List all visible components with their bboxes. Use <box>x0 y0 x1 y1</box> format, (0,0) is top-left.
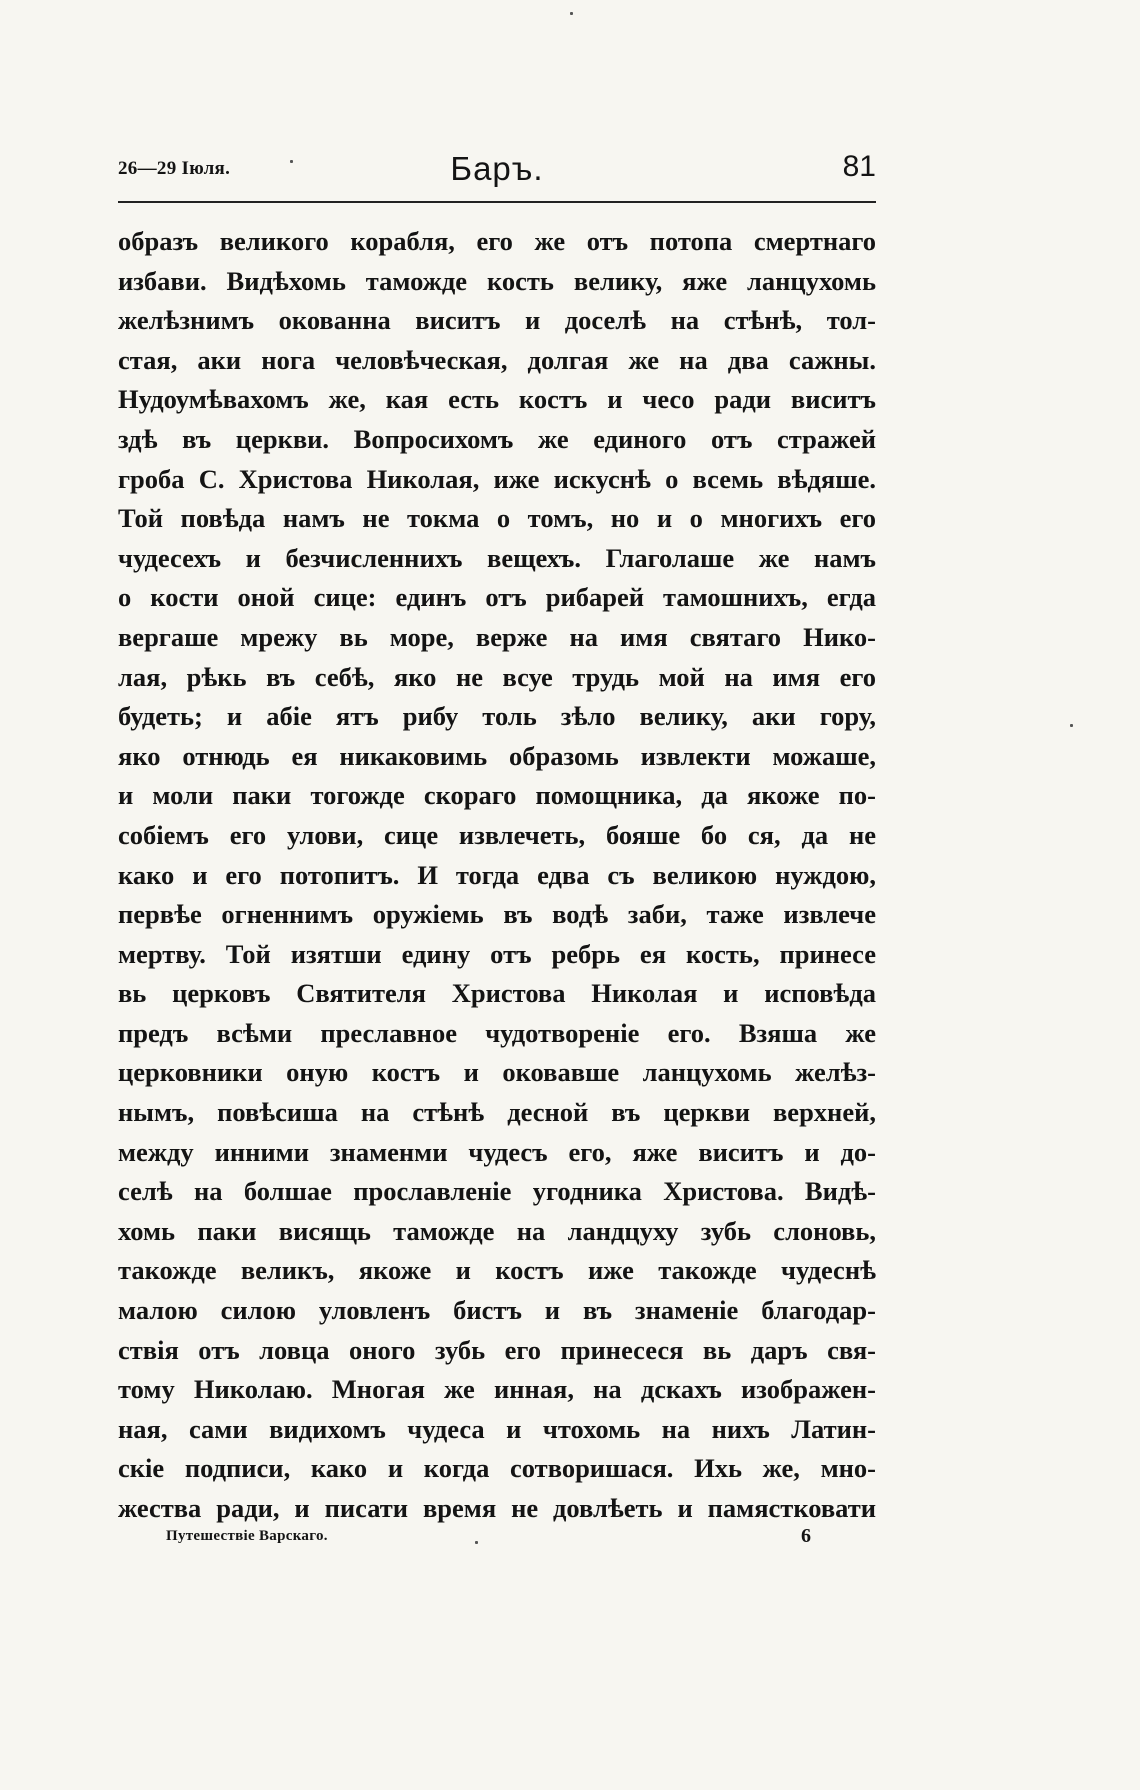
text-line-5: Нудоумѣвахомъ же, кая есть костъ и чесо ради виситъ <box>118 384 876 415</box>
text-line-6: здѣ въ церкви. Вопросихомъ же единого отъ стражей <box>118 423 876 454</box>
paper-speck <box>290 160 293 163</box>
text-line-8: Той повѣда намъ не токма о томъ, но и о многихъ его <box>118 503 876 534</box>
text-line-19: мертву. Той изятши едину отъ ребрь ея кость, принесе <box>118 938 876 969</box>
text-line-33: жества ради, и писати время не довлѣеть и памястковати <box>118 1493 876 1523</box>
body-text <box>118 222 876 1529</box>
text-line-17: како и его потопитъ. И тогда едва съ великою нуждою, <box>118 859 876 890</box>
text-line-25: селѣ на болшае прославленіе угодника Христова. Видѣ- <box>118 1176 876 1207</box>
text-line-1: образъ великого корабля, его же отъ потопа смертнаго <box>118 226 876 256</box>
text-line-2: избави. Видѣхомь таможде кость велику, яже ланцухомь <box>118 265 876 296</box>
text-line-15: и моли паки тогожде скораго помощника, да якоже по- <box>118 780 876 811</box>
running-head <box>118 150 876 194</box>
text-line-3: желѣзнимъ окованна виситъ и доселѣ на стѣнѣ, тол- <box>118 305 876 336</box>
text-line-32: скіе подписи, како и когда сотворишася. Ихь же, мно- <box>118 1453 876 1484</box>
text-line-30: тому Николаю. Многая же инная, на дскахъ изображен- <box>118 1374 876 1405</box>
text-line-23: нымъ, повѣсиша на стѣнѣ десной въ церкви верхней, <box>118 1097 876 1128</box>
text-line-14: яко отнюдь ея никаковимь образомь извлекти можаше, <box>118 740 876 771</box>
text-line-24: между инними знаменми чудесъ его, яже виситъ и до- <box>118 1136 876 1167</box>
text-line-10: о кости оной сице: единъ отъ рибарей тамошнихъ, егда <box>118 582 876 613</box>
text-line-11: вергаше мрежу вь море, верже на имя святаго Нико- <box>118 621 876 652</box>
text-line-22: церковники оную костъ и оковавше ланцухомь желѣз- <box>118 1057 876 1088</box>
text-line-20: вь церковъ Святителя Христова Николая и исповѣда <box>118 978 876 1009</box>
text-line-13: будеть; и абіе ятъ рибу толь зѣло велику, аки гору, <box>118 701 876 732</box>
text-line-31: ная, сами видихомъ чудеса и чтохомь на нихъ Латин- <box>118 1413 876 1444</box>
signature-mark: Путешествіе Варскаго. <box>166 1528 328 1544</box>
paper-speck <box>1070 724 1073 727</box>
text-line-9: чудесехъ и безчисленнихъ вещехъ. Глаголаше же намъ <box>118 542 876 573</box>
text-line-21: предъ всѣми преславное чудотвореніе его. Взяша же <box>118 1017 876 1048</box>
paper-speck <box>475 1541 478 1544</box>
text-line-29: ствія отъ ловца оного зубь его принесеся вь даръ свя- <box>118 1334 876 1365</box>
text-line-4: стая, аки нога человѣческая, долгая же на два сажны. <box>118 344 876 375</box>
text-line-18: первѣе огненнимъ оружіемь въ водѣ заби, таже извлече <box>118 899 876 930</box>
page-number: 81 <box>842 150 876 183</box>
paper-speck <box>570 12 573 15</box>
text-line-28: малою силою уловленъ бистъ и въ знаменіе благодар- <box>118 1295 876 1326</box>
running-head-title: Баръ. <box>450 150 544 187</box>
page-footer <box>118 1525 876 1552</box>
text-line-27: такожде великъ, якоже и костъ иже такожде чудеснѣ <box>118 1255 876 1286</box>
text-line-26: хомь паки висящь таможде на ландцуху зубь слоновь, <box>118 1215 876 1246</box>
signature-number: 6 <box>801 1525 811 1547</box>
text-line-16: собіемъ его улови, сице извлечеть, бояше бо ся, да не <box>118 819 876 850</box>
text-line-7: гроба С. Христова Николая, иже искуснѣ о всемь вѣдяше. <box>118 463 876 494</box>
running-head-date: 26—29 Іюля. <box>118 158 231 179</box>
header-rule <box>118 201 876 203</box>
text-line-12: лая, рѣкь въ себѣ, яко не всуе трудь мой на имя его <box>118 661 876 692</box>
